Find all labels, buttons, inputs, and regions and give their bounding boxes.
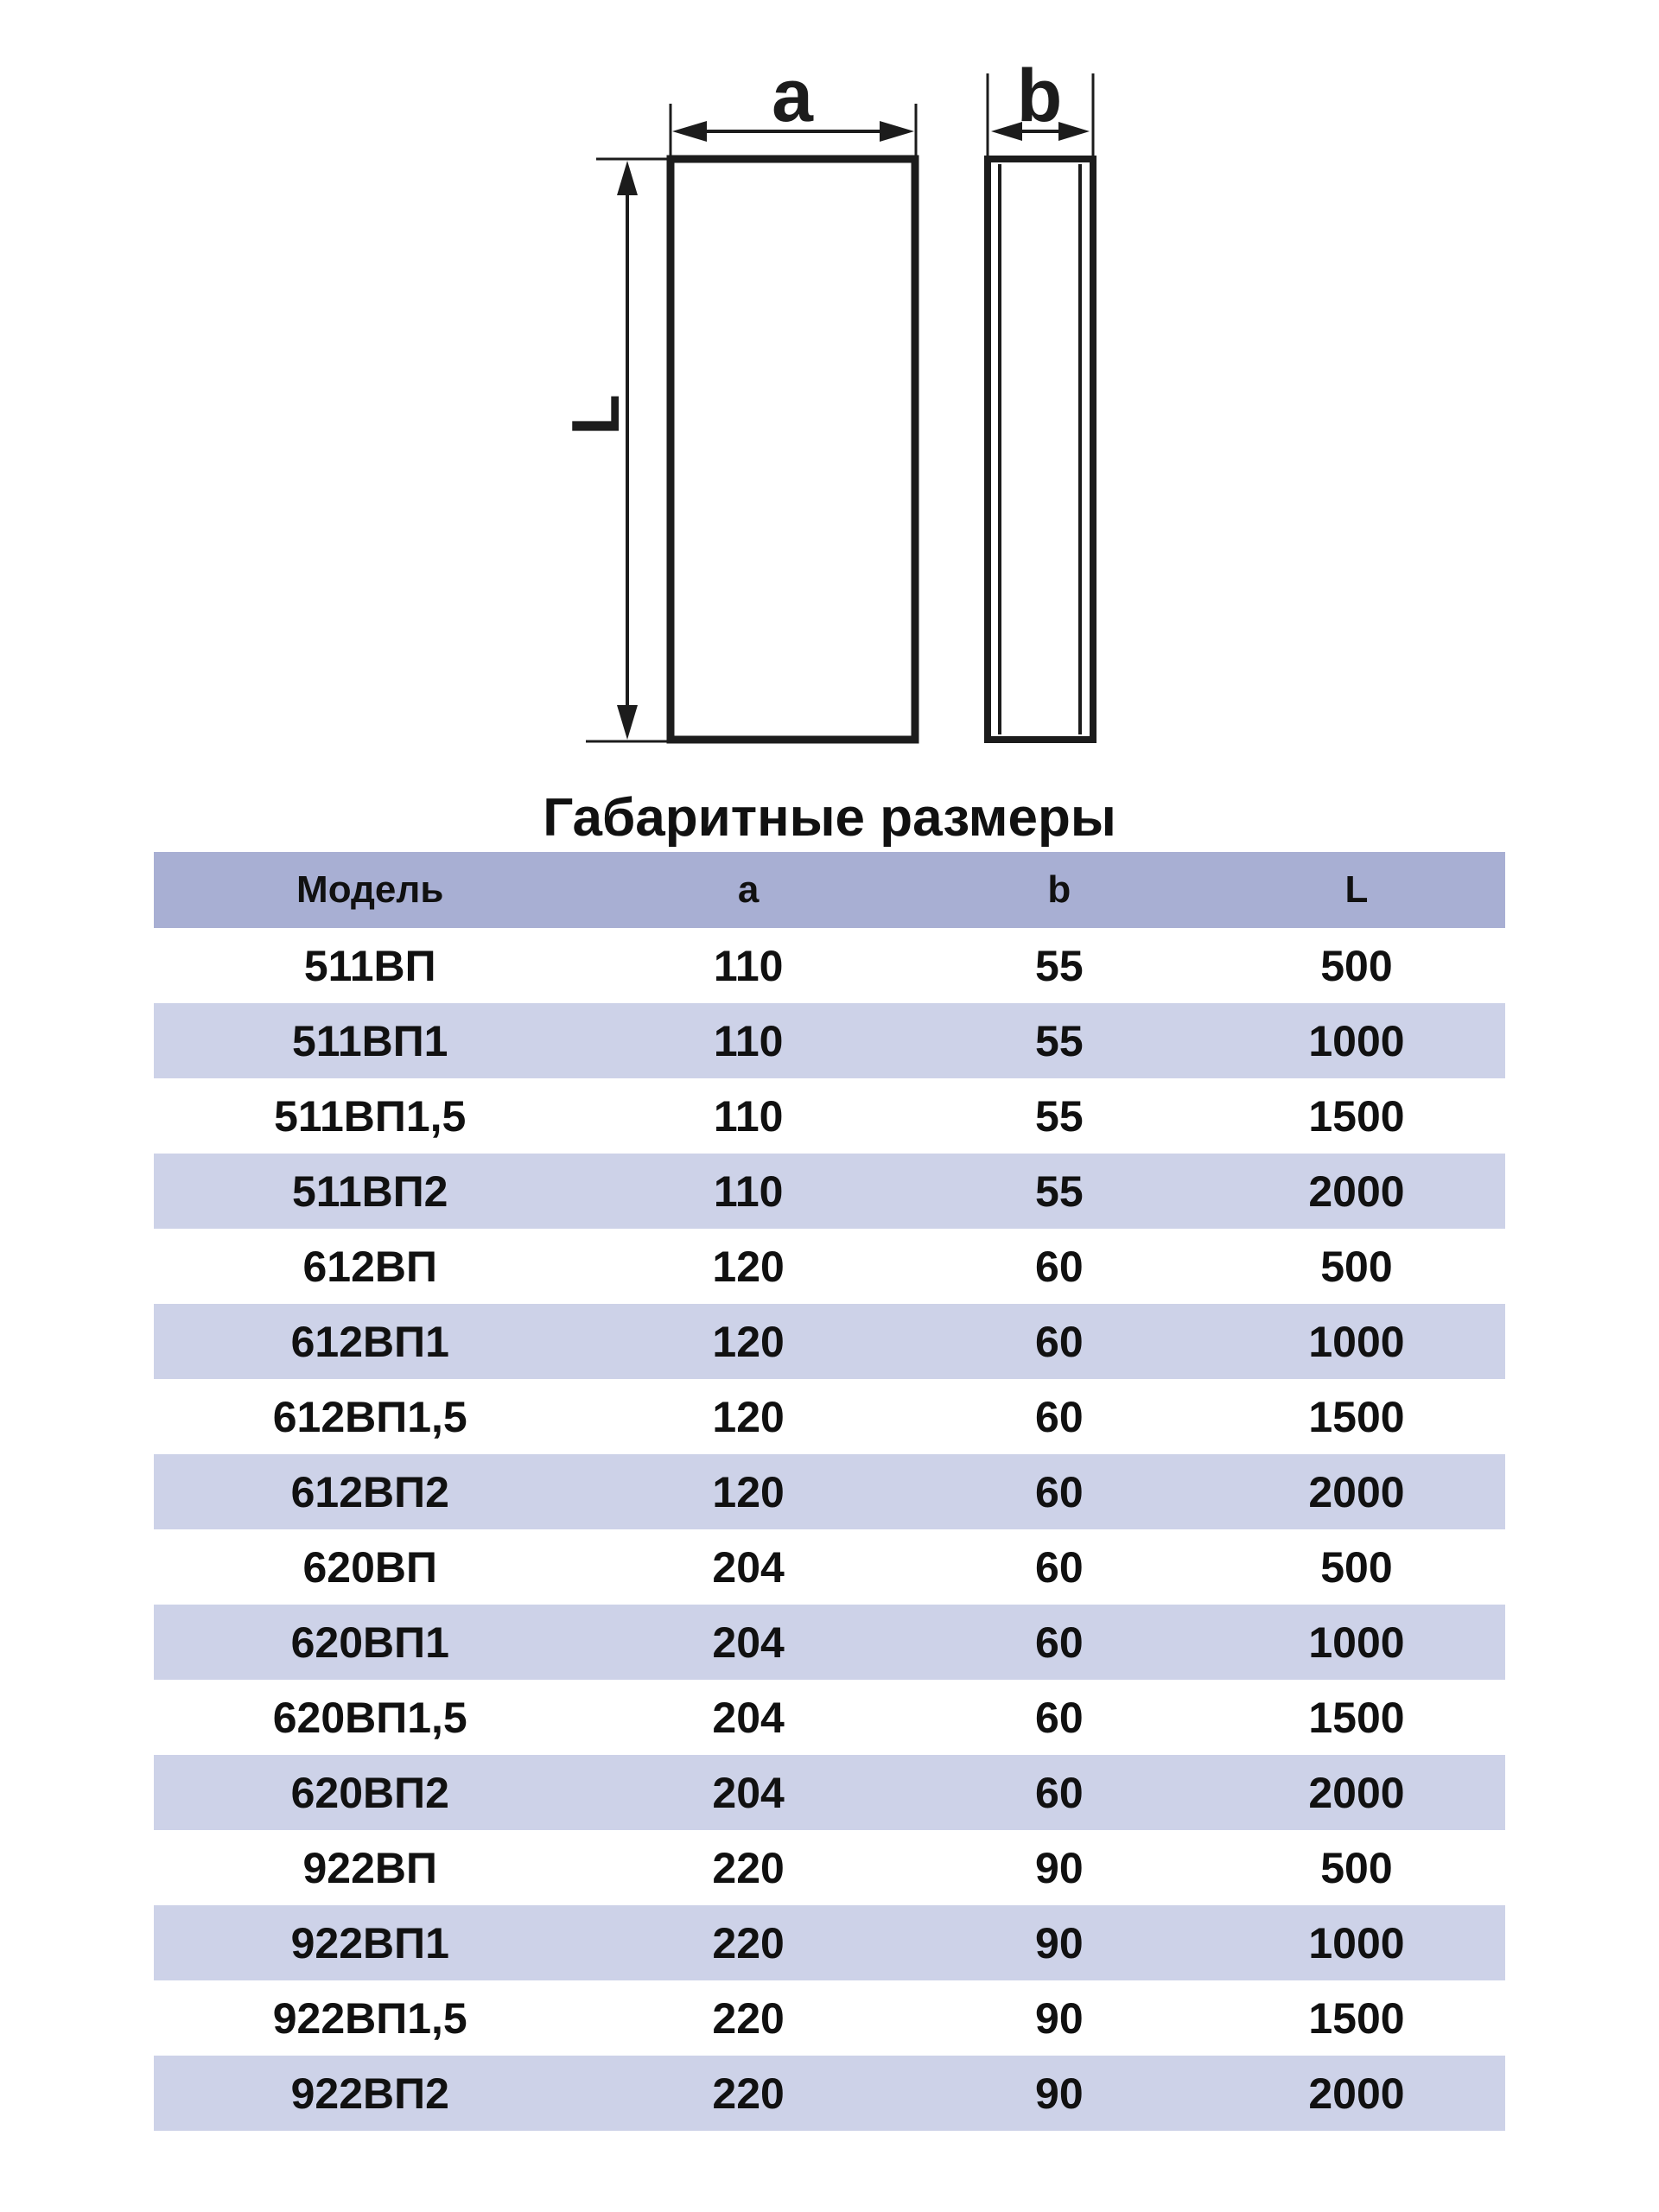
- model-cell: 612ВП1,5: [272, 1392, 467, 1441]
- dimensions-diagram: [0, 0, 1659, 782]
- value-cell-l: 2000: [1308, 1166, 1405, 1216]
- model-cell: 620ВП2: [290, 1768, 449, 1817]
- dim-l-label: L: [557, 394, 633, 435]
- value-cell-l: 1500: [1308, 1392, 1405, 1441]
- value-cell-b: 90: [1035, 1918, 1084, 1967]
- model-cell: 922ВП1,5: [272, 1993, 467, 2043]
- table-row: [154, 1304, 1505, 1379]
- value-cell-l: 2000: [1308, 1467, 1405, 1516]
- value-cell-a: 120: [712, 1392, 785, 1441]
- dim-b-label: b: [1016, 54, 1063, 137]
- value-cell-b: 90: [1035, 1843, 1084, 1892]
- value-cell-l: 500: [1320, 1542, 1393, 1592]
- value-cell-b: 60: [1035, 1317, 1084, 1366]
- table-row: [154, 1454, 1505, 1529]
- value-cell-b: 55: [1035, 1016, 1084, 1065]
- table-row: [154, 1154, 1505, 1229]
- value-cell-b: 90: [1035, 2069, 1084, 2118]
- value-cell-a: 220: [712, 1993, 785, 2043]
- diagram-caption: Габаритные размеры: [543, 788, 1116, 848]
- value-cell-l: 500: [1320, 1843, 1393, 1892]
- dim-b-arrowhead-right: [1058, 122, 1090, 141]
- value-cell-b: 60: [1035, 1768, 1084, 1817]
- value-cell-a: 204: [712, 1768, 785, 1817]
- value-cell-b: 55: [1035, 1091, 1084, 1141]
- table-row: [154, 1229, 1505, 1304]
- value-cell-b: 55: [1035, 941, 1084, 990]
- value-cell-a: 204: [712, 1618, 785, 1667]
- table-row: [154, 928, 1505, 1003]
- value-cell-l: 1000: [1308, 1317, 1405, 1366]
- value-cell-l: 2000: [1308, 2069, 1405, 2118]
- table-row: [154, 1003, 1505, 1078]
- value-cell-l: 1500: [1308, 1091, 1405, 1141]
- model-cell: 511ВП: [303, 941, 436, 990]
- dim-a-arrowhead-right: [880, 121, 914, 142]
- table-row: [154, 1755, 1505, 1830]
- value-cell-a: 220: [712, 1918, 785, 1967]
- value-cell-a: 110: [713, 941, 784, 990]
- value-cell-l: 1000: [1308, 1016, 1405, 1065]
- value-cell-a: 110: [713, 1016, 784, 1065]
- value-cell-a: 220: [712, 2069, 785, 2118]
- value-cell-l: 500: [1320, 941, 1393, 990]
- value-cell-l: 2000: [1308, 1768, 1405, 1817]
- value-cell-b: 60: [1035, 1693, 1084, 1742]
- model-cell: 620ВП: [302, 1542, 437, 1592]
- value-cell-b: 60: [1035, 1618, 1084, 1667]
- table-header-row: [154, 852, 1505, 928]
- value-cell-a: 120: [712, 1242, 785, 1291]
- model-cell: 922ВП2: [290, 2069, 449, 2118]
- value-cell-a: 110: [713, 1091, 784, 1141]
- value-cell-b: 60: [1035, 1542, 1084, 1592]
- table-row: [154, 1830, 1505, 1905]
- table-row: [154, 2056, 1505, 2131]
- value-cell-b: 60: [1035, 1392, 1084, 1441]
- value-cell-l: 1500: [1308, 1993, 1405, 2043]
- table-body: [154, 928, 1505, 2131]
- table-row: [154, 1680, 1505, 1755]
- dim-l-arrowhead-up: [617, 161, 638, 195]
- model-cell: 511ВП1: [291, 1016, 448, 1065]
- value-cell-b: 90: [1035, 1993, 1084, 2043]
- table-row: [154, 1605, 1505, 1680]
- model-cell: 922ВП1: [290, 1918, 449, 1967]
- model-cell: 511ВП1,5: [274, 1091, 467, 1141]
- dim-a-arrowhead-left: [672, 121, 707, 142]
- model-cell: 612ВП2: [290, 1467, 449, 1516]
- value-cell-a: 220: [712, 1843, 785, 1892]
- table-row: [154, 1379, 1505, 1454]
- table-header: [154, 852, 1505, 928]
- front-view-outline: [671, 159, 915, 740]
- col-header-model: Модель: [296, 868, 444, 911]
- model-cell: 922ВП: [302, 1843, 437, 1892]
- value-cell-a: 120: [712, 1467, 785, 1516]
- value-cell-b: 55: [1035, 1166, 1084, 1216]
- value-cell-l: 500: [1320, 1242, 1393, 1291]
- model-cell: 620ВП1,5: [272, 1693, 467, 1742]
- table-row: [154, 1905, 1505, 1980]
- model-cell: 612ВП: [302, 1242, 437, 1291]
- value-cell-a: 204: [712, 1693, 785, 1742]
- model-cell: 511ВП2: [291, 1166, 448, 1216]
- value-cell-a: 120: [712, 1317, 785, 1366]
- col-header-b: b: [1047, 868, 1071, 911]
- dim-l-arrowhead-down: [617, 705, 638, 740]
- table-row: [154, 1078, 1505, 1154]
- col-header-l: L: [1344, 868, 1369, 911]
- value-cell-l: 1000: [1308, 1918, 1405, 1967]
- value-cell-a: 204: [712, 1542, 785, 1592]
- side-view-outline: [988, 159, 1093, 740]
- table-row: [154, 1980, 1505, 2056]
- col-header-a: a: [737, 868, 760, 911]
- value-cell-b: 60: [1035, 1242, 1084, 1291]
- value-cell-a: 110: [713, 1166, 784, 1216]
- model-cell: 612ВП1: [290, 1317, 449, 1366]
- value-cell-l: 1000: [1308, 1618, 1405, 1667]
- model-cell: 620ВП1: [290, 1618, 449, 1667]
- table-row: [154, 1529, 1505, 1605]
- value-cell-l: 1500: [1308, 1693, 1405, 1742]
- value-cell-b: 60: [1035, 1467, 1084, 1516]
- dimensions-table: [154, 852, 1505, 2131]
- dim-a-label: a: [772, 54, 813, 137]
